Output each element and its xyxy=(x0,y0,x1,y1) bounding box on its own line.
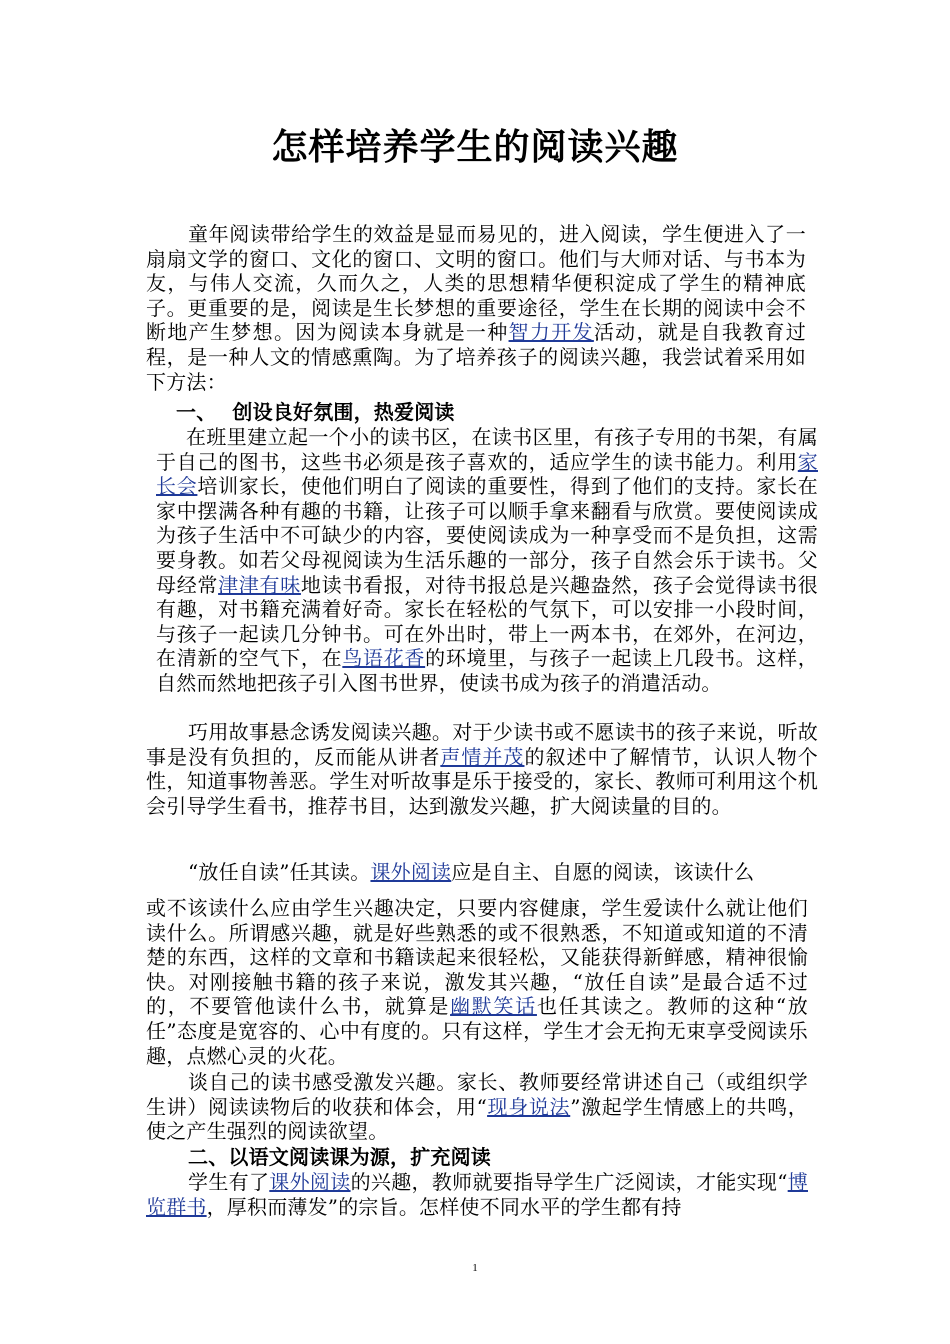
hyperlink-youmo-xiaohua[interactable]: 幽默笑话 xyxy=(450,994,537,1019)
paragraph-text: 应是自主、自愿的阅读，该读什么 xyxy=(451,860,755,884)
paragraph-text: 活动，就是自我教育过程，是一种人文的情感熏陶。为了培养孩子的阅读兴趣，我尝试着采用如下方法： xyxy=(146,320,806,394)
hyperlink-zhili-kaifa[interactable]: 智力开发 xyxy=(508,320,594,345)
paragraph-text: 的环境里，与孩子一起读上几段书。这样，自然而然地把孩子引入图书世界，使读书成为孩子的消遣活动。 xyxy=(156,646,818,695)
heading-text: 创设良好氛围，热爱阅读 xyxy=(232,400,455,424)
paragraph-text: 的叙述中了解情节，认识人物个性，知道事物善恶。学生对听故事是乐于接受的，家长、教师可利用这个机会引导学生看书，推荐书目，达到激发兴趣，扩大阅读量的目的。 xyxy=(146,744,818,818)
hyperlink-niaoyu-huaxiang[interactable]: 鸟语花香 xyxy=(342,646,426,671)
share-feelings-paragraph xyxy=(146,1070,808,1144)
free-reading-paragraph-continued xyxy=(146,896,808,1068)
paragraph-text: 童年阅读带给学生的效益是显而易见的，进入阅读，学生便进入了一扇扇文学的窗口、文化的窗口、文明的窗口。他们与大师对话、与书本为友，与伟人交流，久而久之，人类的思想精华便积淀成了学生的精神底子。更重要的是，阅读是生长梦想的重要途径，学生在长期的阅读中会不断地产生梦想。因为阅读本身就是一种 xyxy=(146,222,806,345)
heading-number: 一、 xyxy=(176,400,217,424)
paragraph-text: 在班里建立起一个小的读书区，在读书区里，有孩子专用的书架，有属于自己的图书，这些书必须是孩子喜欢的，适应学生的读书能力。利用 xyxy=(156,425,818,474)
paragraph-text: 学生有了 xyxy=(188,1170,270,1194)
hyperlink-kewai-yuedu-2[interactable]: 课外阅读 xyxy=(269,1170,351,1194)
document-title: 怎样培养学生的阅读兴趣 xyxy=(271,126,679,168)
paragraph-text: 巧用故事悬念诱发阅读兴趣。对于少读书或不愿读书的孩子来说，听故事是没有负担的，反而能从讲者 xyxy=(146,720,818,769)
free-reading-paragraph-start xyxy=(146,860,808,885)
page-number: 1 xyxy=(472,1262,478,1274)
hyperlink-xianshen-shuofa[interactable]: 现身说法 xyxy=(487,1094,571,1119)
hyperlink-jiazhanghui[interactable]: 家长会 xyxy=(156,449,818,499)
section-heading-2: 二、以语文阅读课为源，扩充阅读 xyxy=(188,1145,491,1169)
paragraph-text: 培训家长，使他们明白了阅读的重要性，得到了他们的支持。家长在家中摆满各种有趣的书籍，让孩子可以顺手拿来翻看与欣赏。要使阅读成为孩子生活中不可缺少的内容，要使阅读成为一种享受而不是负担，这需要身教。如若父母视阅读为生活乐趣的一部分，孩子自然会乐于读书。父母经常 xyxy=(156,474,818,597)
intro-paragraph xyxy=(146,222,806,394)
paragraph-text: ，厚积而薄发”的宗旨。怎样使不同水平的学生都有持 xyxy=(206,1194,682,1219)
paragraph-text: “放任自读”任其读。 xyxy=(188,860,371,884)
paragraph-text: 地读书看报，对待书报总是兴趣盎然，孩子会觉得读书很有趣，对书籍充满着好奇。家长在轻松的气氛下，可以安排一小段时间，与孩子一起读几分钟书。可在外出时，带上一两本书，在郊外，在河边，在清新的空气下，在 xyxy=(156,572,818,671)
hyperlink-bolan-qunshu[interactable]: 博览群书 xyxy=(146,1170,808,1219)
hyperlink-jinjin-youwei[interactable]: 津津有味 xyxy=(218,572,301,597)
paragraph-text: ”激起学生情感上的共鸣，使之产生强烈的阅读欲望。 xyxy=(146,1094,808,1144)
section1-paragraph xyxy=(156,425,818,696)
paragraph-text: 谈自己的读书感受激发兴趣。家长、教师要经常讲述自己（或组织学生讲）阅读读物后的收获和体会，用“ xyxy=(146,1070,808,1119)
paragraph-text: 的兴趣，教师就要指导学生广泛阅读，才能实现“ xyxy=(350,1170,788,1194)
hyperlink-kewai-yuedu[interactable]: 课外阅读 xyxy=(370,860,452,884)
story-paragraph xyxy=(146,720,818,818)
paragraph-text: 也任其读之。教师的这种“放任”态度是宽容的、心中有度的。只有这样，学生才会无拘无束享受阅读乐趣，点燃心灵的火花。 xyxy=(146,994,808,1068)
section-heading-1 xyxy=(176,400,796,425)
paragraph-text: 或不该读什么应由学生兴趣决定，只要内容健康，学生爱读什么就让他们读什么。所谓感兴趣，就是好些熟悉的或不很熟悉，不知道或知道的不清楚的东西，这样的文章和书籍读起来很轻松，又能获得新鲜感，精神很愉快。对刚接触书籍的孩子来说，激发其兴趣，“放任自读”是最合适不过的，不要管他读什么书，就算是 xyxy=(146,896,808,1019)
section2-paragraph xyxy=(146,1170,808,1219)
hyperlink-shengqing-bingmao[interactable]: 声情并茂 xyxy=(440,744,525,769)
